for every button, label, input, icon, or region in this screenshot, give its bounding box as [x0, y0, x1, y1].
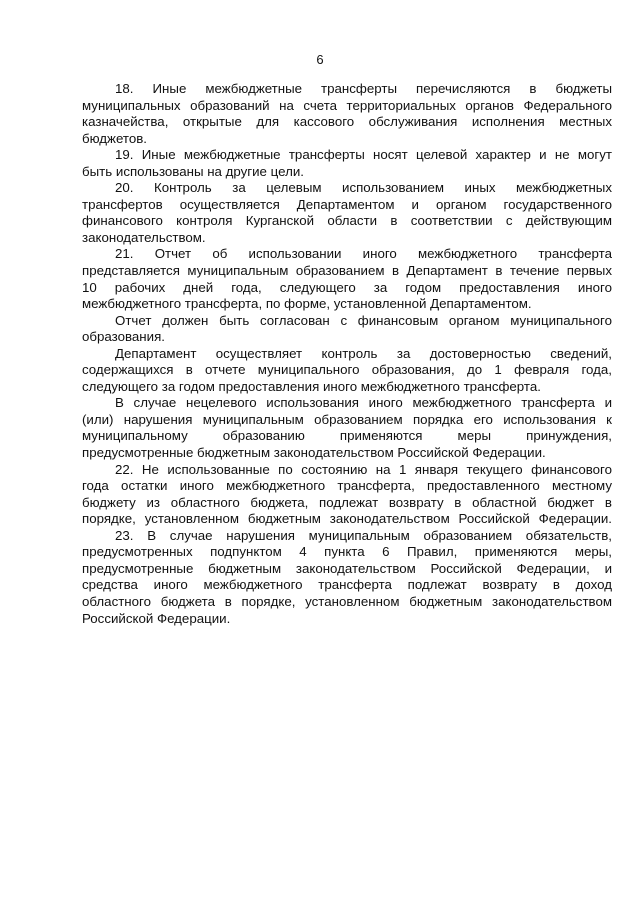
text-line: финансового контроля Курганской области в соответствии с действующим: [82, 213, 612, 229]
text-line: казначейства, открытые для кассового обслуживания исполнения местных: [82, 114, 612, 130]
text-line: средства иного межбюджетного трансферта подлежат возврату в доход: [82, 577, 612, 593]
text-line: трансфертов осуществляется Департаментом и органом государственного: [82, 196, 612, 212]
text-line: межбюджетного трансферта, по форме, установленной Департаментом.: [82, 296, 532, 312]
text-line: быть использованы на другие цели.: [82, 163, 304, 179]
page-number: 6: [316, 52, 324, 67]
text-line: 18. Иные межбюджетные трансферты перечисляются в бюджеты: [115, 81, 612, 96]
text-line: 10 рабочих дней года, следующего за годом предоставления иного: [82, 279, 612, 295]
text-line: Департамент осуществляет контроль за достоверностью сведений,: [115, 345, 612, 361]
text-line: представляется муниципальным образованием в Департамент в течение первых: [82, 263, 612, 279]
text-line: 20. Контроль за целевым использованием иных межбюджетных: [115, 180, 612, 196]
text-line: (или) нарушения муниципальным образованием порядка его использования к: [82, 411, 612, 427]
text-line: бюджету из областного бюджета, подлежат возврату в областной бюджет в: [82, 494, 612, 510]
text-line: бюджетов.: [82, 130, 147, 146]
text-line: 19. Иные межбюджетные трансферты носят целевой характер и не могут: [115, 147, 612, 163]
text-line: областного бюджета в порядке, установленном бюджетным законодательством: [82, 593, 612, 609]
text-line: года остатки иного межбюджетного трансферта, предоставленного местному: [82, 478, 612, 494]
text-line: 22. Не использованные по состоянию на 1 января текущего финансового: [115, 461, 612, 477]
text-line: предусмотренных подпунктом 4 пункта 6 Правил, применяются меры,: [82, 544, 612, 560]
text-line: 21. Отчет об использовании иного межбюджетного трансферта: [115, 246, 612, 262]
text-line: законодательством.: [82, 229, 206, 245]
text-line: образования.: [82, 329, 165, 345]
text-line: 23. В случае нарушения муниципальным образованием обязательств,: [115, 527, 612, 543]
text-line: содержащихся в отчете муниципального образования, до 1 февраля года,: [82, 362, 612, 378]
text-line: Отчет должен быть согласован с финансовым органом муниципального: [115, 312, 612, 328]
text-line: Российской Федерации.: [82, 610, 231, 626]
text-line: муниципальных образований на счета территориальных органов Федерального: [82, 97, 612, 113]
text-line: В случае нецелевого использования иного межбюджетного трансферта и: [115, 395, 612, 411]
text-line: следующего за годом предоставления иного межбюджетного трансферта.: [82, 378, 541, 394]
text-line: порядке, установленном бюджетным законодательством Российской Федерации.: [82, 511, 612, 527]
text-line: предусмотренные бюджетным законодательством Российской Федерации.: [82, 445, 546, 461]
text-line: муниципальному образованию применяются меры принуждения,: [82, 428, 612, 444]
text-line: предусмотренные бюджетным законодательством Российской Федерации, и: [82, 560, 612, 576]
document-body: [82, 81, 612, 627]
